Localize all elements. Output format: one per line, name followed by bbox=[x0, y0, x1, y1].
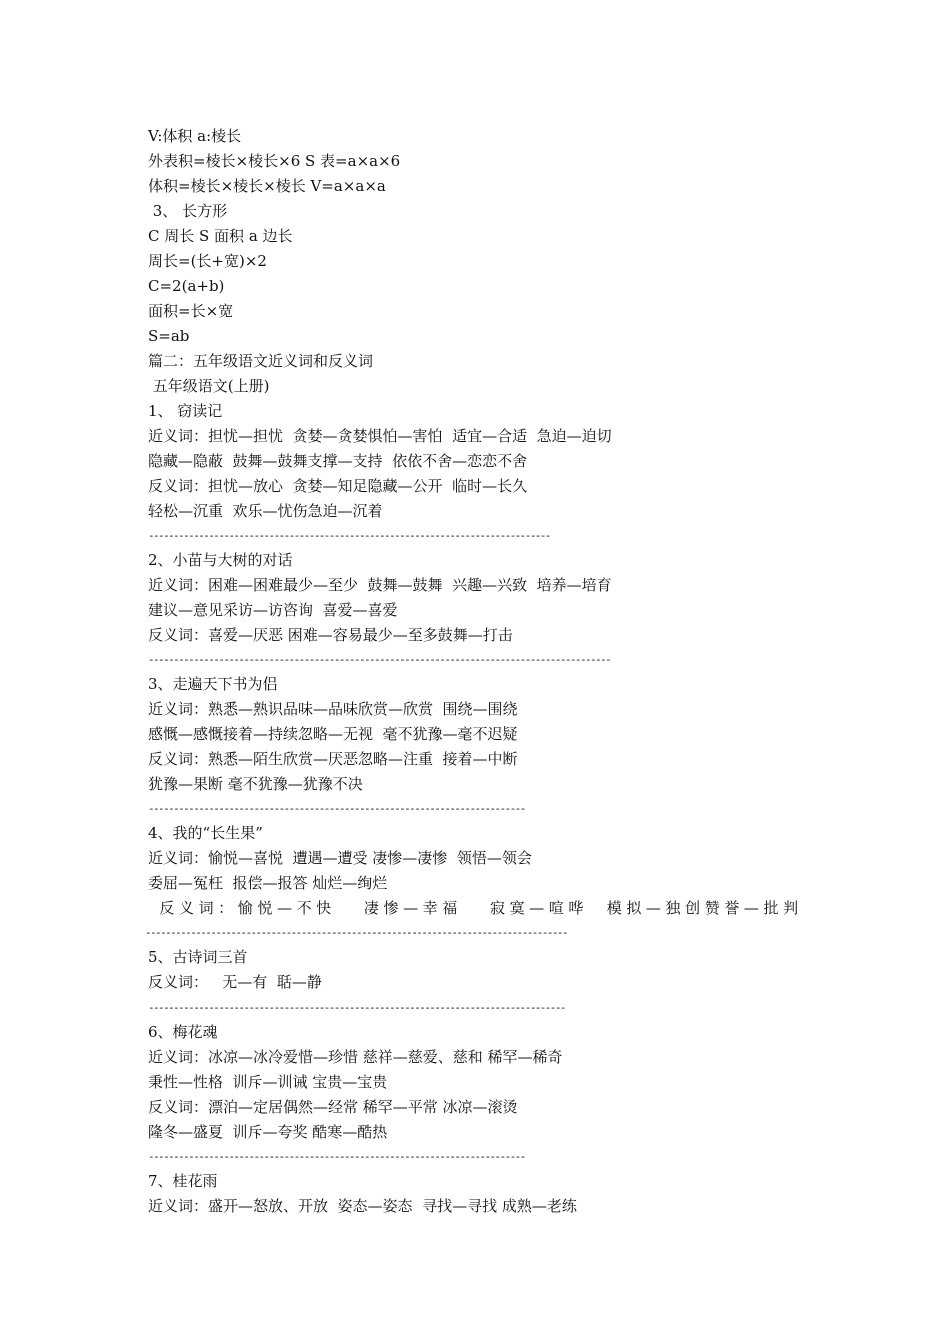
text-line: V:体积 a:棱长 bbox=[148, 127, 242, 145]
text-line: 面积=长×宽 bbox=[148, 302, 234, 320]
chapter-subtitle: 五年级语文(上册) bbox=[148, 377, 270, 395]
text-line: 近义词：困难—困难最少—至少 鼓舞—鼓舞 兴趣—兴致 培养—培育 bbox=[148, 576, 612, 594]
text-line: 委屈—冤枉 报偿—报答 灿烂—绚烂 bbox=[148, 874, 388, 892]
lesson-heading: 7、桂花雨 bbox=[148, 1172, 218, 1190]
text-line: 反义词：喜爱—厌恶 困难—容易最少—至多鼓舞—打击 bbox=[148, 626, 513, 644]
lesson-heading: 2、小苗与大树的对话 bbox=[148, 551, 293, 569]
text-line: 隐藏—隐蔽 鼓舞—鼓舞支撑—支持 依依不舍—恋恋不舍 bbox=[148, 452, 528, 470]
lesson-heading: 6、梅花魂 bbox=[148, 1023, 218, 1041]
text-line: 近义词：愉悦—喜悦 遭遇—遭受 凄惨—凄惨 领悟—领会 bbox=[148, 849, 532, 867]
text-line: 隆冬—盛夏 训斥—夸奖 酷寒—酷热 bbox=[148, 1123, 388, 1141]
lesson-heading: 1、 窃读记 bbox=[148, 402, 223, 420]
separator-line: ----------------------------------------------------------------------------------- bbox=[148, 1001, 565, 1014]
separator-line: --------------------------------------------------------------------------- bbox=[148, 1150, 525, 1163]
separator-line: -------------------------------------------------------------------------------------------- bbox=[148, 653, 611, 666]
text-line: C 周长 S 面积 a 边长 bbox=[148, 227, 293, 245]
text-line: 周长=(长+宽)×2 bbox=[148, 252, 267, 270]
separator-line: --------------------------------------------------------------------------- bbox=[148, 802, 525, 815]
text-line: 反义词：愉悦—不快 凄惨—幸福 寂寞—喧哗 模拟—独创赞誉—批判 bbox=[150, 899, 803, 917]
text-line: 近义词：熟悉—熟识品味—品味欣赏—欣赏 围绕—围绕 bbox=[148, 700, 518, 718]
text-line: 体积=棱长×棱长×棱长 V=a×a×a bbox=[148, 177, 386, 195]
text-line: 反义词：担忧—放心 贪婪—知足隐藏—公开 临时—长久 bbox=[148, 477, 528, 495]
separator-line: -------------------------------------------------------------------------------- bbox=[148, 529, 550, 542]
text-line: 感慨—感慨接着—持续忽略—无视 毫不犹豫—毫不迟疑 bbox=[148, 725, 518, 743]
lesson-heading: 5、古诗词三首 bbox=[148, 948, 248, 966]
text-line: 反义词：熟悉—陌生欣赏—厌恶忽略—注重 接着—中断 bbox=[148, 750, 518, 768]
section-heading: 3、 长方形 bbox=[148, 202, 228, 220]
chapter-title: 篇二：五年级语文近义词和反义词 bbox=[148, 352, 374, 370]
text-line: 近义词：盛开—怒放、开放 姿态—姿态 寻找—寻找 成熟—老练 bbox=[148, 1197, 577, 1215]
text-line: 近义词：冰凉—冰冷爱惜—珍惜 慈祥—慈爱、慈和 稀罕—稀奇 bbox=[148, 1048, 563, 1066]
text-line: C=2(a+b) bbox=[148, 277, 225, 295]
text-line: 犹豫—果断 毫不犹豫—犹豫不决 bbox=[148, 775, 363, 793]
separator-line: ------------------------------------------------------------------------------------ bbox=[145, 926, 567, 939]
text-line: 建议—意见采访—访咨询 喜爱—喜爱 bbox=[148, 601, 398, 619]
text-line: 反义词：漂泊—定居偶然—经常 稀罕—平常 冰凉—滚烫 bbox=[148, 1098, 518, 1116]
text-line: 反义词： 无—有 聒—静 bbox=[148, 973, 322, 991]
lesson-heading: 4、我的“长生果” bbox=[148, 824, 263, 842]
text-line: 外表积=棱长×棱长×6 S 表=a×a×6 bbox=[148, 152, 401, 170]
text-line: S=ab bbox=[148, 327, 190, 345]
lesson-heading: 3、走遍天下书为侣 bbox=[148, 675, 278, 693]
text-line: 近义词：担忧—担忧 贪婪—贪婪惧怕—害怕 适宜—合适 急迫—迫切 bbox=[148, 427, 612, 445]
text-line: 秉性—性格 训斥—训诫 宝贵—宝贵 bbox=[148, 1073, 388, 1091]
text-line: 轻松—沉重 欢乐—忧伤急迫—沉着 bbox=[148, 502, 383, 520]
